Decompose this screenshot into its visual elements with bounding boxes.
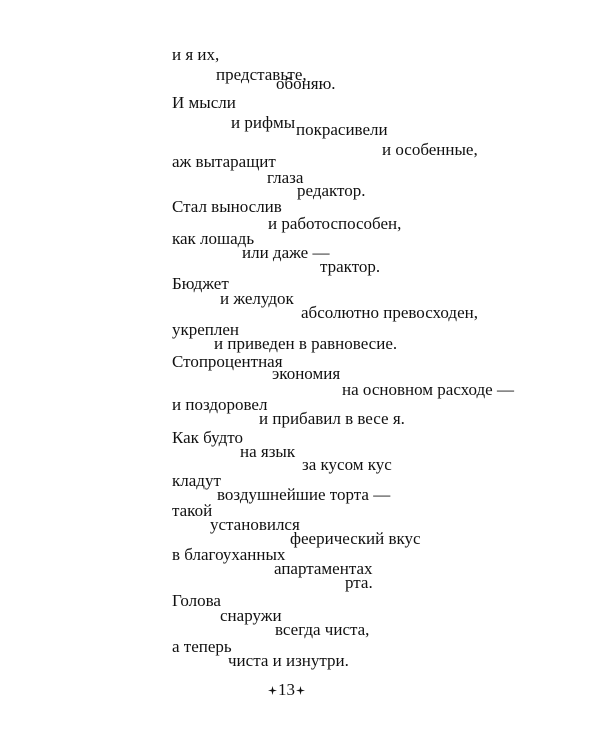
poem-line: а теперь xyxy=(172,637,232,656)
poem-line: установился xyxy=(210,515,300,534)
page-number xyxy=(268,680,305,700)
poem-line: Бюджет xyxy=(172,274,229,293)
poem-line: и особенные, xyxy=(382,140,478,159)
page-number-text: 13 xyxy=(278,680,295,699)
poem-line: снаружи xyxy=(220,606,282,625)
poem-line: глаза xyxy=(267,168,304,187)
poem-line: за кусом кус xyxy=(302,455,392,474)
poem-line: обоняю. xyxy=(276,74,336,93)
poem-line: и прибавил в весе я. xyxy=(259,409,405,428)
poem-line: Как будто xyxy=(172,428,243,447)
poem-line: на основном расходе — xyxy=(342,380,514,399)
four-point-star-icon xyxy=(296,686,305,695)
poem-line: покрасивели xyxy=(296,120,388,139)
poem-line: аж вытаращит xyxy=(172,152,276,171)
poem-line: и я их, xyxy=(172,45,220,64)
poem-line: абсолютно превосходен, xyxy=(301,303,478,322)
poem-line: представьте, xyxy=(216,65,307,84)
poem-line: Стал вынослив xyxy=(172,197,282,216)
poem-line: редактор. xyxy=(297,181,366,200)
poem-line: апартаментах xyxy=(274,559,373,578)
poem-line: Стопроцентная xyxy=(172,352,283,371)
four-point-star-icon xyxy=(268,686,277,695)
poem-line: укреплен xyxy=(172,320,240,339)
poem-line: трактор. xyxy=(320,257,381,276)
poem-line: в благоуханных xyxy=(172,545,286,564)
poem-line: и поздоровел xyxy=(172,395,268,414)
poem-line: и рифмы xyxy=(231,113,296,132)
poem-line: рта. xyxy=(345,573,373,592)
poem-line: и приведен в равновесие. xyxy=(214,334,398,353)
poem-line: И мысли xyxy=(172,93,236,112)
poem-line: и желудок xyxy=(220,289,294,308)
poem-line: всегда чиста, xyxy=(275,620,370,639)
poem-line: и работоспособен, xyxy=(268,214,402,233)
poem-line: или даже — xyxy=(242,243,330,262)
poem-line: чиста и изнутри. xyxy=(228,651,349,670)
poem-line: такой xyxy=(172,501,213,520)
poem-line: воздушнейшие торта — xyxy=(217,485,391,504)
poem-line: экономия xyxy=(272,364,341,383)
poem-line: Голова xyxy=(172,591,221,610)
poem-line: кладут xyxy=(172,471,221,490)
poem-line: как лошадь xyxy=(172,229,255,248)
poem-line: на язык xyxy=(240,442,296,461)
poem-line: феерический вкус xyxy=(290,529,421,548)
